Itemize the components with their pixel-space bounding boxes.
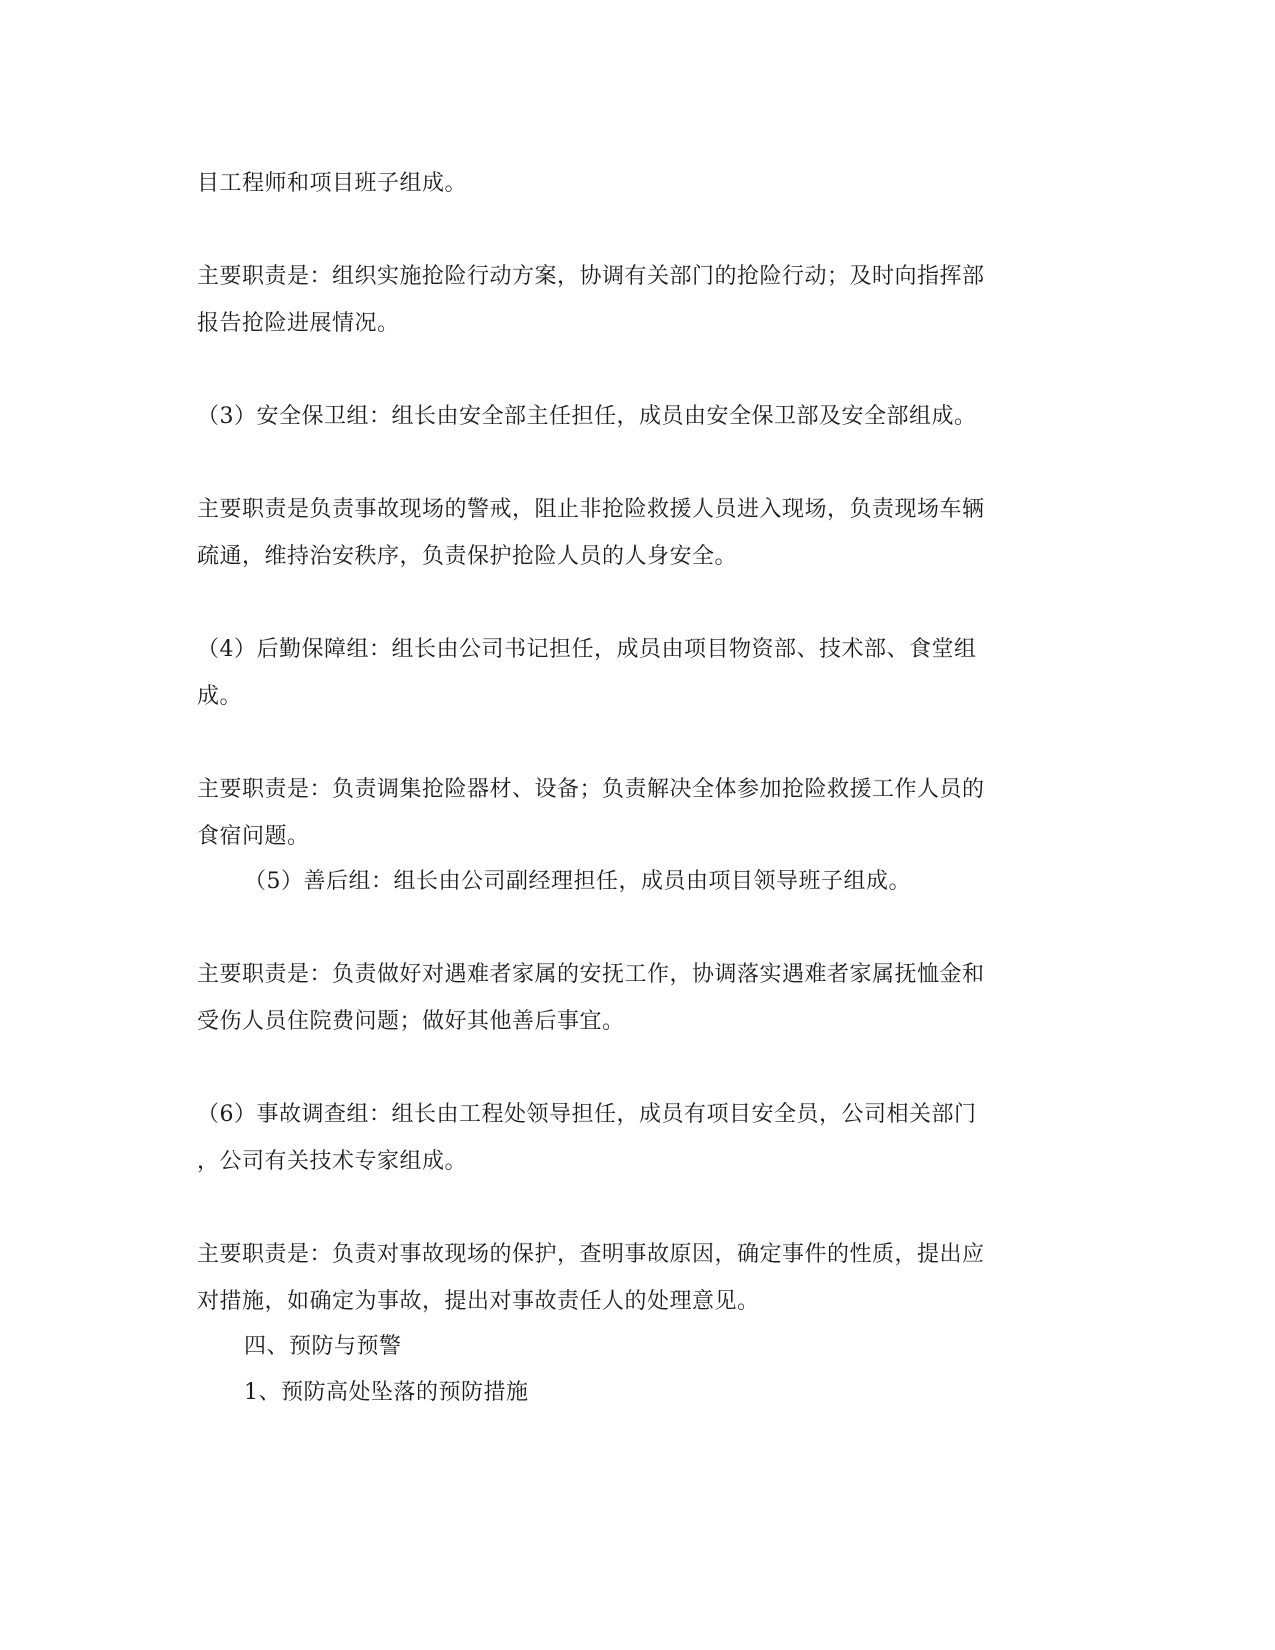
chapter-heading: 四、预防与预警 (244, 1334, 402, 1359)
text-line: 主要职责是：组织实施抢险行动方案，协调有关部门的抢险行动；及时向指挥部 (197, 264, 985, 289)
text-line: 受伤人员住院费问题；做好其他善后事宜。 (197, 1009, 625, 1034)
text-line: 主要职责是：负责做好对遇难者家属的安抚工作，协调落实遇难者家属抚恤金和 (197, 962, 985, 987)
section-heading: （3）安全保卫组：组长由安全部主任担任，成员由安全保卫部及安全部组成。 (197, 404, 977, 429)
text-line: ，公司有关技术专家组成。 (197, 1149, 468, 1174)
text-line: 成。 (197, 684, 243, 709)
text-line: 主要职责是：负责对事故现场的保护，查明事故原因，确定事件的性质，提出应 (197, 1242, 985, 1267)
section-heading: （6）事故调查组：组长由工程处领导担任，成员有项目安全员，公司相关部门 (197, 1102, 977, 1127)
text-line: 报告抢险进展情况。 (197, 311, 400, 336)
section-heading: （4）后勤保障组：组长由公司书记担任，成员由项目物资部、技术部、食堂组 (197, 637, 977, 662)
section-heading: （5）善后组：组长由公司副经理担任，成员由项目领导班子组成。 (244, 869, 911, 894)
text-line: 主要职责是：负责调集抢险器材、设备；负责解决全体参加抢险救援工作人员的 (197, 777, 985, 802)
text-line: 对措施，如确定为事故，提出对事故责任人的处理意见。 (197, 1289, 760, 1314)
subsection-heading: 1、预防高处坠落的预防措施 (244, 1380, 529, 1405)
text-line: 疏通，维持治安秩序，负责保护抢险人员的人身安全。 (197, 544, 738, 569)
text-line: 主要职责是负责事故现场的警戒，阻止非抢险救援人员进入现场，负责现场车辆 (197, 497, 985, 522)
text-line: 目工程师和项目班子组成。 (197, 171, 468, 196)
text-line: 食宿问题。 (197, 824, 310, 849)
